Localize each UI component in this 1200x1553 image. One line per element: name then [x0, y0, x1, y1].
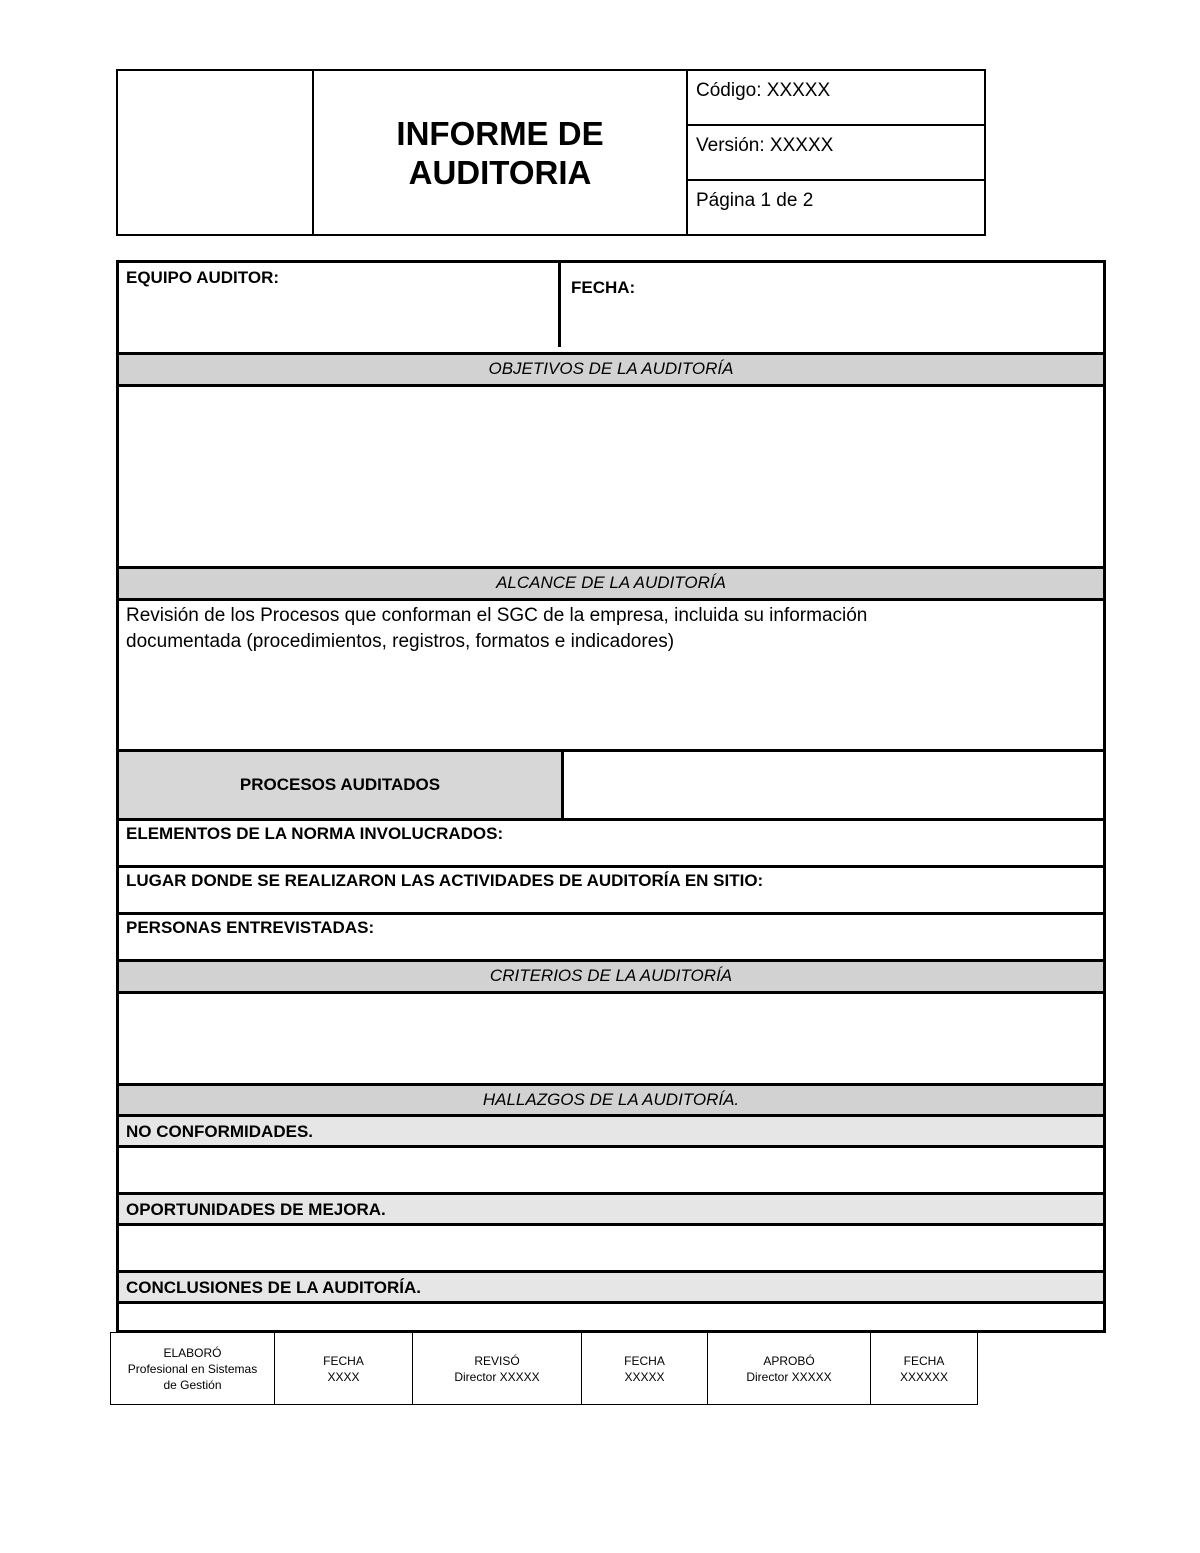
elaborated-title: ELABORÓ [163, 1345, 222, 1360]
audit-team-field[interactable] [119, 263, 561, 347]
location-label: LUGAR DONDE SE REALIZARON LAS ACTIVIDADES DE AUDITORÍA EN SITIO: [126, 871, 764, 890]
date2-value: XXXXX [624, 1369, 665, 1384]
elaborated-cell [111, 1333, 275, 1404]
nonconformities-header [119, 1117, 1103, 1148]
nonconformities-label: NO CONFORMIDADES. [126, 1122, 313, 1141]
conclusions-label: CONCLUSIONES DE LA AUDITORÍA. [126, 1278, 421, 1297]
conclusions-header [119, 1273, 1103, 1304]
date2-title: FECHA [624, 1353, 665, 1368]
logo-placeholder [118, 71, 314, 234]
document-header [116, 69, 986, 236]
findings-header: HALLAZGOS DE LA AUDITORÍA. [119, 1086, 1103, 1117]
reviewed-title: REVISÓ [474, 1353, 520, 1368]
date3-title: FECHA [903, 1353, 945, 1368]
processes-label: PROCESOS AUDITADOS [119, 752, 564, 818]
norm-elements-field[interactable] [119, 821, 1103, 868]
processes-field[interactable] [564, 752, 1103, 818]
document-version: Versión: XXXXX [688, 126, 984, 181]
reviewed-cell [413, 1333, 582, 1404]
team-date-row [119, 263, 1103, 355]
date3-cell [871, 1333, 977, 1404]
date2-cell [582, 1333, 708, 1404]
norm-elements-label: ELEMENTOS DE LA NORMA INVOLUCRADOS: [126, 824, 504, 843]
improvements-field[interactable] [119, 1226, 1103, 1273]
document-code: Código: XXXXX [688, 71, 984, 126]
document-title [396, 114, 603, 192]
audit-team-label: EQUIPO AUDITOR: [126, 268, 280, 287]
nonconformities-field[interactable] [119, 1148, 1103, 1195]
criteria-field[interactable] [119, 994, 1103, 1086]
criteria-header: CRITERIOS DE LA AUDITORÍA [119, 962, 1103, 994]
date3-value: XXXXXX [899, 1369, 949, 1384]
location-field[interactable] [119, 868, 1103, 915]
elaborated-by-line-2: de Gestión [163, 1377, 222, 1392]
elaborated-by-line-1: Profesional en Sistemas [127, 1361, 258, 1376]
scope-text-line-1: Revisión de los Procesos que conforman el SGC de la empresa, incluida su información [126, 605, 868, 626]
date1-cell [275, 1333, 413, 1404]
interviewees-label: PERSONAS ENTREVISTADAS: [126, 918, 375, 937]
date1-title: FECHA [323, 1353, 364, 1368]
reviewed-by: Director XXXXX [454, 1369, 540, 1384]
audit-form [116, 260, 1106, 1333]
improvements-header [119, 1195, 1103, 1226]
title-cell [314, 71, 688, 234]
date-label: FECHA: [571, 278, 636, 297]
scope-field[interactable] [119, 601, 1103, 752]
scope-header: ALCANCE DE LA AUDITORÍA [119, 569, 1103, 601]
signature-footer [110, 1332, 978, 1405]
conclusions-field[interactable] [119, 1304, 1103, 1330]
approved-title: APROBÓ [763, 1353, 815, 1368]
title-line-1: INFORME DE [396, 114, 604, 152]
processes-row [119, 752, 1103, 821]
title-line-2: AUDITORIA [408, 153, 592, 191]
approved-by: Director XXXXX [746, 1369, 832, 1384]
page-number: Página 1 de 2 [696, 190, 814, 211]
objectives-header: OBJETIVOS DE LA AUDITORÍA [119, 355, 1103, 387]
date-field[interactable] [564, 263, 1103, 352]
date1-value: XXXX [327, 1369, 360, 1384]
approved-cell [708, 1333, 871, 1404]
interviewees-field[interactable] [119, 915, 1103, 962]
improvements-label: OPORTUNIDADES DE MEJORA. [126, 1200, 386, 1219]
objectives-field[interactable] [119, 387, 1103, 569]
scope-text-line-2: documentada (procedimientos, registros, formatos e indicadores) [126, 631, 675, 652]
